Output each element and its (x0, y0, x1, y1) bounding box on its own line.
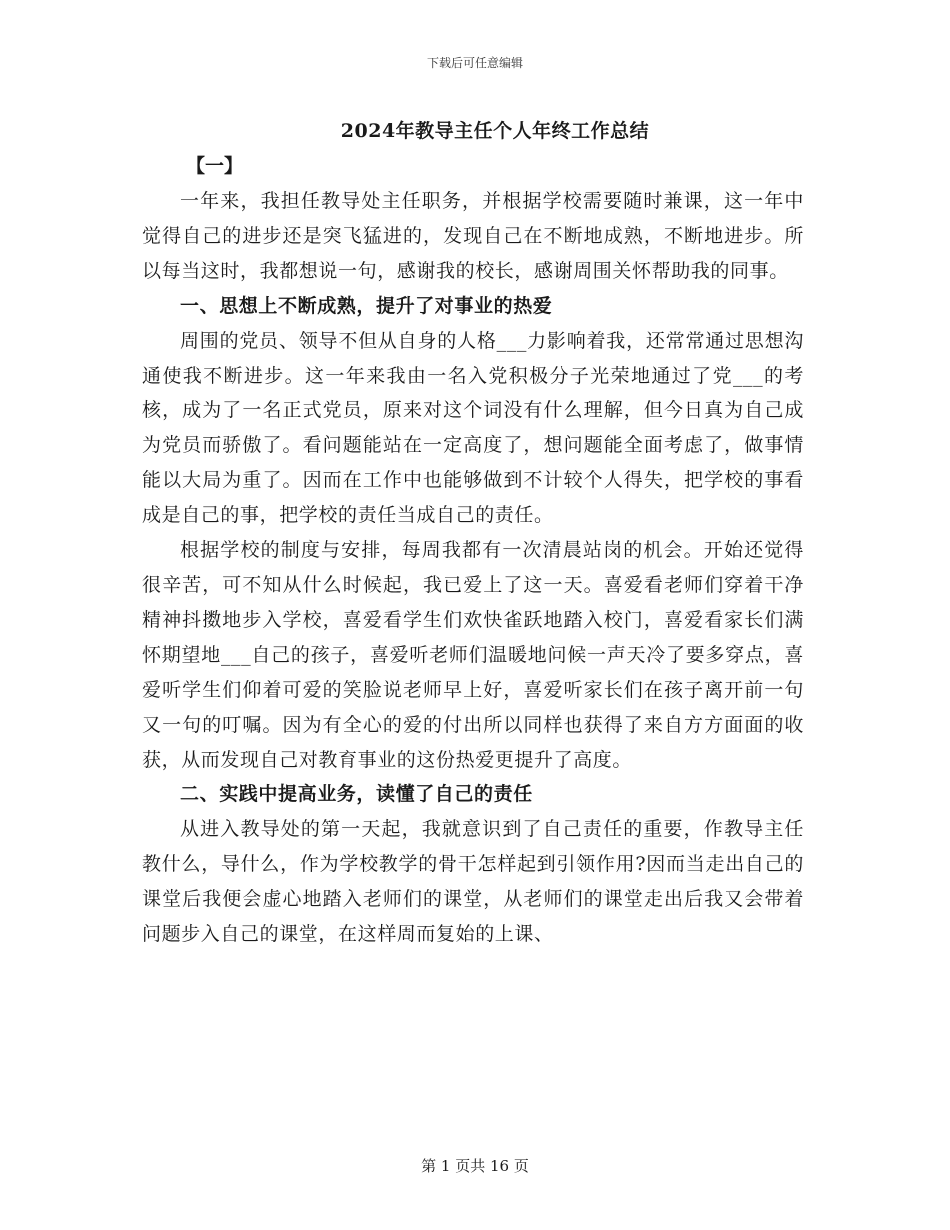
paragraph: 周围的党员、领导不但从自身的人格___力影响着我，还常常通过思想沟通使我不断进步。这一年来我由一名入党积极分子光荣地通过了党___的考核，成为了一名正式党员，原来对这个词没有什么理解，但今日真为自己成为党员而骄傲了。看问题能站在一定高度了，想问题能全面考虑了，做事情能以大局为重了。因而在工作中也能够做到不计较个人得失，把学校的事看成是自己的事，把学校的责任当成自己的责任。 (142, 329, 804, 527)
section-heading: 一、思想上不断成熟，提升了对事业的热爱 (180, 294, 553, 317)
paragraph: 从进入教导处的第一天起，我就意识到了自己责任的重要，作教导主任教什么，导什么，作为学校教学的骨干怎样起到引领作用?因而当走出自己的课堂后我便会虚心地踏入老师们的课堂，从老师们的课堂走出后我又会带着问题步入自己的课堂，在这样周而复始的上课、 (142, 818, 804, 946)
section-heading: 二、实践中提高业务，读懂了自己的责任 (180, 783, 533, 806)
document-body (142, 184, 804, 952)
page-number: 第 1 页共 16 页 (421, 1157, 529, 1175)
paragraph: 一年来，我担任教导处主任职务，并根据学校需要随时兼课，这一年中觉得自己的进步还是突飞猛进的，发现自己在不断地成熟，不断地进步。所以每当这时，我都想说一句，感谢我的校长，感谢周围关怀帮助我的同事。 (142, 190, 804, 282)
document-title: 2024年教导主任个人年终工作总结 (340, 120, 650, 142)
header-note: 下载后可任意编辑 (426, 56, 523, 70)
section-tag: 【一】 (186, 155, 244, 177)
paragraph: 根据学校的制度与安排，每周我都有一次清晨站岗的机会。开始还觉得很辛苦，可不知从什么时候起，我已爱上了这一天。喜爱看老师们穿着干净精神抖擞地步入学校，喜爱看学生们欢快雀跃地踏入校门，喜爱看家长们满怀期望地___自己的孩子，喜爱听老师们温暖地问候一声天冷了要多穿点，喜爱听学生们仰着可爱的笑脸说老师早上好，喜爱听家长们在孩子离开前一句又一句的叮嘱。因为有全心的爱的付出所以同样也获得了来自方方面面的收获，从而发现自己对教育事业的这份热爱更提升了高度。 (142, 539, 804, 771)
